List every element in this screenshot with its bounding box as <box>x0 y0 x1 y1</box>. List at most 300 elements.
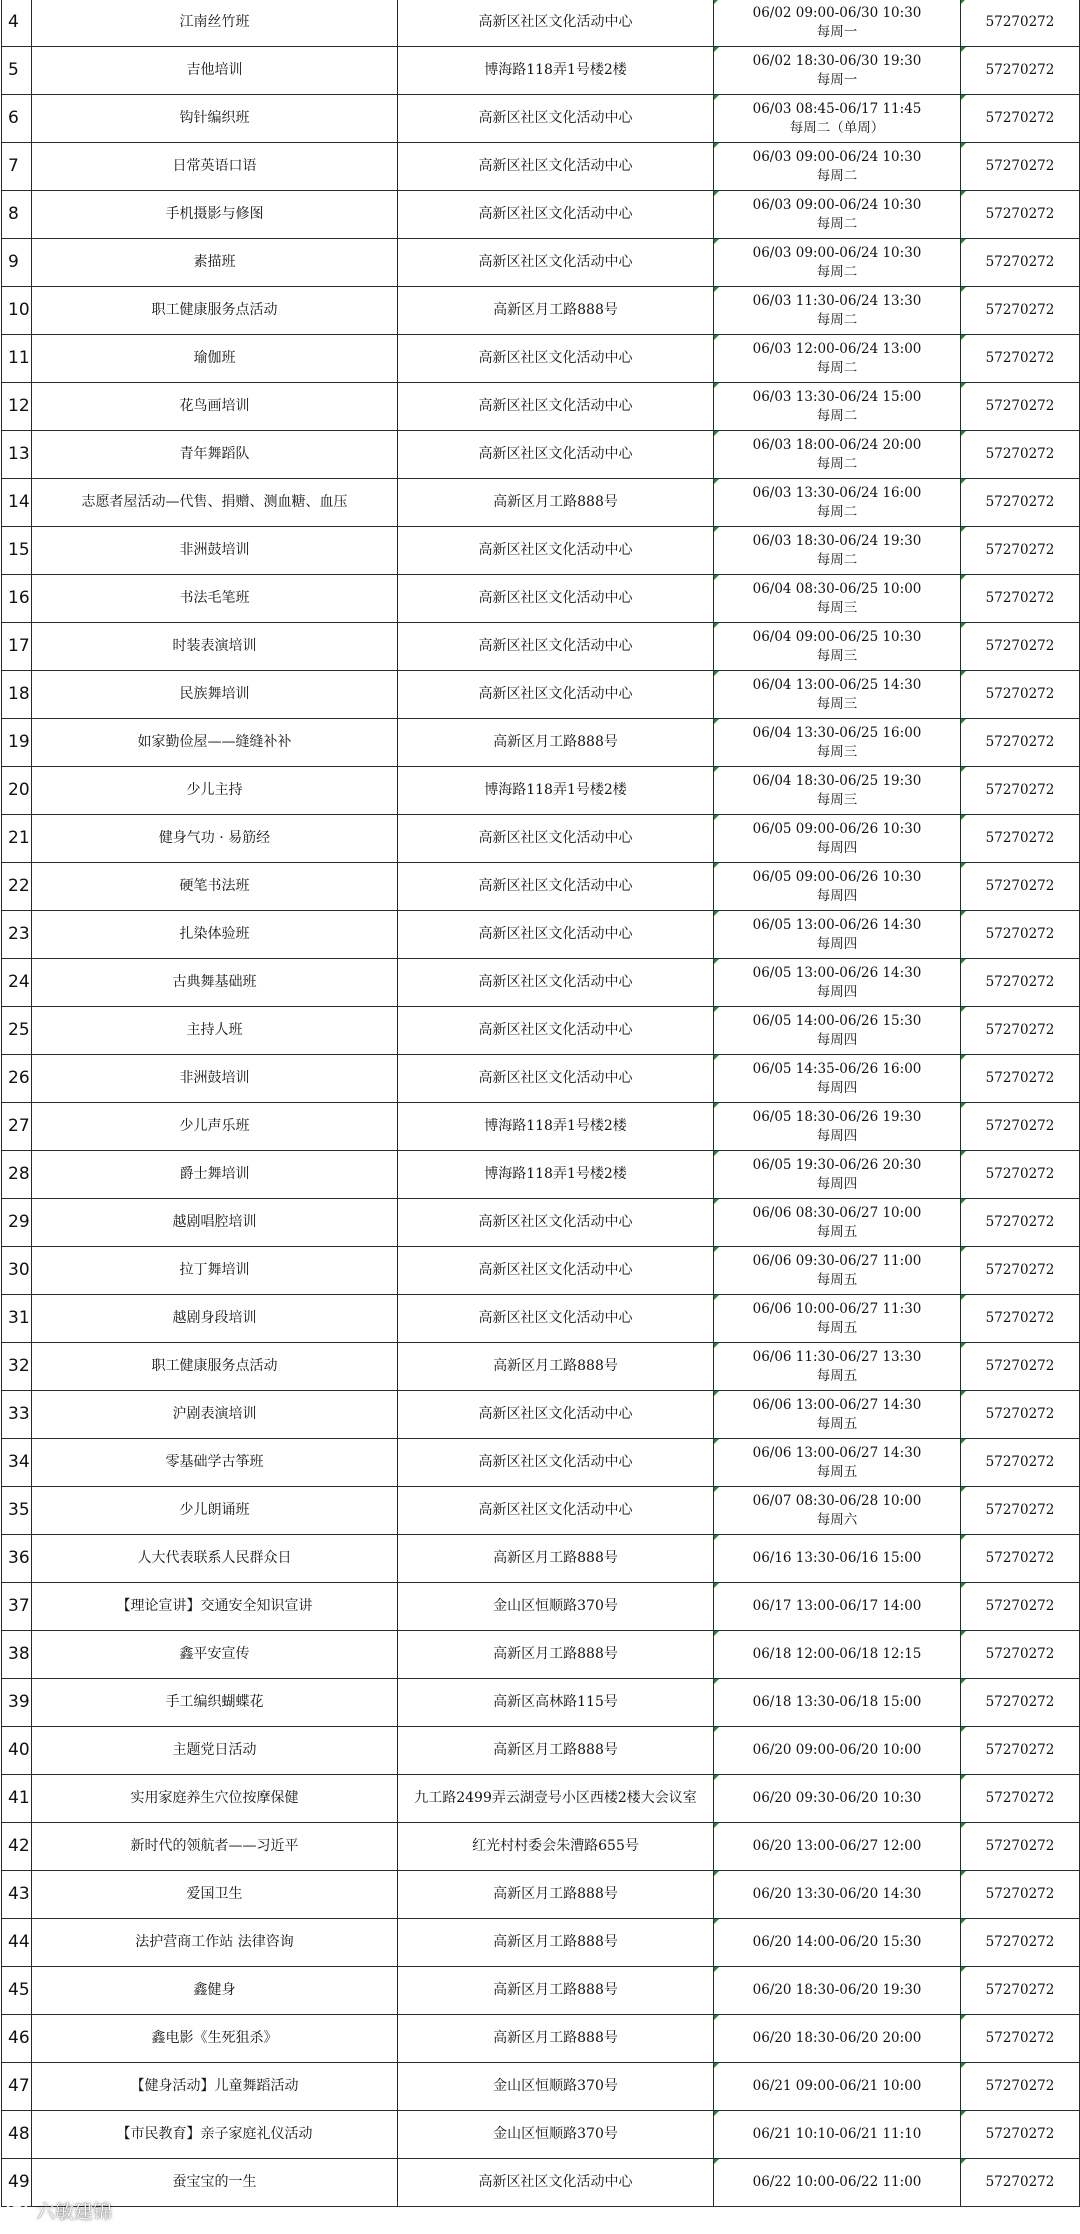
contact-phone: 57270272 <box>961 1199 1080 1247</box>
activity-time <box>714 863 961 911</box>
activity-time <box>714 2159 961 2207</box>
activity-time-range: 06/20 09:30-06/20 10:30 <box>752 1790 922 1806</box>
activity-name: 健身气功 · 易筋经 <box>32 815 398 863</box>
activity-weekday: 每周五 <box>816 1319 858 1336</box>
activity-name: 沪剧表演培训 <box>32 1391 398 1439</box>
row-number: 38 <box>2 1631 32 1679</box>
contact-phone: 57270272 <box>961 1295 1080 1343</box>
activity-time <box>714 1103 961 1151</box>
activity-name: 江南丝竹班 <box>32 0 398 47</box>
activity-location: 高新区社区文化活动中心 <box>398 1439 714 1487</box>
activity-name: 手工编织蝴蝶花 <box>32 1679 398 1727</box>
table-row <box>2 2111 1080 2159</box>
activity-time-range: 06/17 13:00-06/17 14:00 <box>752 1598 922 1614</box>
activity-time-range: 06/05 14:00-06/26 15:30 <box>752 1012 922 1029</box>
contact-phone: 57270272 <box>961 1583 1080 1631</box>
activity-time <box>714 287 961 335</box>
activity-time-range: 06/02 09:00-06/30 10:30 <box>752 4 922 21</box>
table-row <box>2 1343 1080 1391</box>
table-row <box>2 383 1080 431</box>
contact-phone: 57270272 <box>961 575 1080 623</box>
activity-location: 高新区社区文化活动中心 <box>398 959 714 1007</box>
activity-time-range: 06/21 10:10-06/21 11:10 <box>752 2126 922 2142</box>
activity-time-range: 06/05 13:00-06/26 14:30 <box>752 916 922 933</box>
activity-name: 钩针编织班 <box>32 95 398 143</box>
activity-weekday: 每周五 <box>816 1367 858 1384</box>
activity-location: 高新区月工路888号 <box>398 1343 714 1391</box>
row-number: 24 <box>2 959 32 1007</box>
contact-phone: 57270272 <box>961 1727 1080 1775</box>
activity-time <box>714 1151 961 1199</box>
activity-time <box>714 2063 961 2111</box>
activity-time-range: 06/04 09:00-06/25 10:30 <box>752 628 922 645</box>
activity-name: 鑫电影《生死狙杀》 <box>32 2015 398 2063</box>
activity-location: 高新区社区文化活动中心 <box>398 1055 714 1103</box>
activity-time <box>714 95 961 143</box>
activity-time-range: 06/02 18:30-06/30 19:30 <box>752 52 922 69</box>
activity-location: 高新区社区文化活动中心 <box>398 1199 714 1247</box>
activity-name: 鑫平安宣传 <box>32 1631 398 1679</box>
row-number: 27 <box>2 1103 32 1151</box>
activity-time <box>714 1007 961 1055</box>
activity-time <box>714 1775 961 1823</box>
row-number: 41 <box>2 1775 32 1823</box>
row-number: 18 <box>2 671 32 719</box>
activity-time <box>714 1055 961 1103</box>
table-row <box>2 527 1080 575</box>
contact-phone: 57270272 <box>961 1535 1080 1583</box>
table-row <box>2 1679 1080 1727</box>
activity-time <box>714 1679 961 1727</box>
activity-time <box>714 1343 961 1391</box>
table-row <box>2 671 1080 719</box>
activity-time-range: 06/06 13:00-06/27 14:30 <box>752 1396 922 1413</box>
row-number: 43 <box>2 1871 32 1919</box>
contact-phone: 57270272 <box>961 0 1080 47</box>
table-row <box>2 1487 1080 1535</box>
activity-weekday: 每周二（单周） <box>789 119 885 136</box>
activity-location: 高新区月工路888号 <box>398 2015 714 2063</box>
activity-time-range: 06/05 09:00-06/26 10:30 <box>752 868 922 885</box>
contact-phone: 57270272 <box>961 1055 1080 1103</box>
activity-name: 【市民教育】亲子家庭礼仪活动 <box>32 2111 398 2159</box>
row-number: 29 <box>2 1199 32 1247</box>
activity-name: 民族舞培训 <box>32 671 398 719</box>
row-number: 19 <box>2 719 32 767</box>
activity-location: 高新区社区文化活动中心 <box>398 0 714 47</box>
contact-phone: 57270272 <box>961 1103 1080 1151</box>
activity-location: 高新区社区文化活动中心 <box>398 863 714 911</box>
activity-name: 少儿声乐班 <box>32 1103 398 1151</box>
contact-phone: 57270272 <box>961 671 1080 719</box>
activity-weekday: 每周二 <box>816 455 858 472</box>
watermark-text: 六敏建锦 <box>36 2201 113 2223</box>
activity-weekday: 每周三 <box>816 743 858 760</box>
contact-phone: 57270272 <box>961 1871 1080 1919</box>
activity-time-range: 06/18 12:00-06/18 12:15 <box>752 1646 922 1662</box>
row-number: 40 <box>2 1727 32 1775</box>
activity-time-range: 06/20 18:30-06/20 20:00 <box>752 2030 922 2046</box>
activity-location: 高新区社区文化活动中心 <box>398 815 714 863</box>
activity-time <box>714 239 961 287</box>
table-row <box>2 1055 1080 1103</box>
contact-phone: 57270272 <box>961 1679 1080 1727</box>
table-row <box>2 2015 1080 2063</box>
contact-phone: 57270272 <box>961 287 1080 335</box>
row-number: 7 <box>2 143 32 191</box>
activity-weekday: 每周五 <box>816 1271 858 1288</box>
activity-name: 志愿者屋活动—代售、捐赠、测血糖、血压 <box>32 479 398 527</box>
activity-location: 金山区恒顺路370号 <box>398 1583 714 1631</box>
row-number: 30 <box>2 1247 32 1295</box>
activity-location: 高新区社区文化活动中心 <box>398 239 714 287</box>
activity-location: 高新区社区文化活动中心 <box>398 383 714 431</box>
row-number: 31 <box>2 1295 32 1343</box>
activity-weekday: 每周五 <box>816 1463 858 1480</box>
activity-weekday: 每周四 <box>816 1175 858 1192</box>
table-row <box>2 1103 1080 1151</box>
activity-name: 人大代表联系人民群众日 <box>32 1535 398 1583</box>
activity-time-range: 06/03 18:30-06/24 19:30 <box>752 532 922 549</box>
contact-phone: 57270272 <box>961 959 1080 1007</box>
row-number: 32 <box>2 1343 32 1391</box>
contact-phone: 57270272 <box>961 47 1080 95</box>
activity-name: 职工健康服务点活动 <box>32 287 398 335</box>
table-row <box>2 1391 1080 1439</box>
table-row <box>2 1775 1080 1823</box>
activity-time <box>714 1535 961 1583</box>
activity-time-range: 06/20 13:30-06/20 14:30 <box>752 1886 922 1902</box>
contact-phone: 57270272 <box>961 143 1080 191</box>
row-number: 20 <box>2 767 32 815</box>
activity-location: 高新区月工路888号 <box>398 1871 714 1919</box>
activity-name: 蚕宝宝的一生 <box>32 2159 398 2207</box>
contact-phone: 57270272 <box>961 1967 1080 2015</box>
row-number: 11 <box>2 335 32 383</box>
activity-location: 金山区恒顺路370号 <box>398 2063 714 2111</box>
activity-time <box>714 719 961 767</box>
activity-name: 爱国卫生 <box>32 1871 398 1919</box>
activity-time-range: 06/20 14:00-06/20 15:30 <box>752 1934 922 1950</box>
activity-time <box>714 959 961 1007</box>
activity-time-range: 06/20 09:00-06/20 10:00 <box>752 1742 922 1758</box>
contact-phone: 57270272 <box>961 1247 1080 1295</box>
activity-name: 越剧身段培训 <box>32 1295 398 1343</box>
activity-time <box>714 431 961 479</box>
activity-time <box>714 0 961 47</box>
row-number: 46 <box>2 2015 32 2063</box>
contact-phone: 57270272 <box>961 2111 1080 2159</box>
activity-weekday: 每周二 <box>816 215 858 232</box>
row-number: 28 <box>2 1151 32 1199</box>
table-row <box>2 623 1080 671</box>
activity-time-range: 06/03 11:30-06/24 13:30 <box>752 292 922 309</box>
activity-time-range: 06/03 13:30-06/24 16:00 <box>752 484 922 501</box>
row-number: 15 <box>2 527 32 575</box>
activity-time-range: 06/18 13:30-06/18 15:00 <box>752 1694 922 1710</box>
activity-location: 高新区社区文化活动中心 <box>398 527 714 575</box>
activity-weekday: 每周二 <box>816 311 858 328</box>
activity-time <box>714 1967 961 2015</box>
table-row <box>2 575 1080 623</box>
activity-time-range: 06/21 09:00-06/21 10:00 <box>752 2078 922 2094</box>
table-row <box>2 0 1080 47</box>
activity-name: 拉丁舞培训 <box>32 1247 398 1295</box>
activity-weekday: 每周四 <box>816 983 858 1000</box>
table-row <box>2 1727 1080 1775</box>
row-number: 45 <box>2 1967 32 2015</box>
contact-phone: 57270272 <box>961 1343 1080 1391</box>
activity-name: 【理论宣讲】交通安全知识宣讲 <box>32 1583 398 1631</box>
table-row <box>2 911 1080 959</box>
activity-time-range: 06/06 08:30-06/27 10:00 <box>752 1204 922 1221</box>
activity-weekday: 每周二 <box>816 503 858 520</box>
watermark <box>4 2197 112 2224</box>
activity-time <box>714 911 961 959</box>
table-row <box>2 1919 1080 1967</box>
activity-weekday: 每周一 <box>816 71 858 88</box>
contact-phone: 57270272 <box>961 1775 1080 1823</box>
activity-time-range: 06/03 09:00-06/24 10:30 <box>752 244 922 261</box>
row-number: 5 <box>2 47 32 95</box>
activity-location: 高新区社区文化活动中心 <box>398 335 714 383</box>
activity-table-body <box>2 0 1080 2207</box>
row-number: 49 <box>2 2159 32 2207</box>
activity-time <box>714 1919 961 1967</box>
table-row <box>2 2063 1080 2111</box>
row-number: 16 <box>2 575 32 623</box>
activity-name: 硬笔书法班 <box>32 863 398 911</box>
contact-phone: 57270272 <box>961 383 1080 431</box>
activity-time <box>714 1439 961 1487</box>
activity-location: 高新区月工路888号 <box>398 1967 714 2015</box>
contact-phone: 57270272 <box>961 1391 1080 1439</box>
activity-time-range: 06/04 13:30-06/25 16:00 <box>752 724 922 741</box>
activity-name: 实用家庭养生穴位按摩保健 <box>32 1775 398 1823</box>
activity-location: 高新区社区文化活动中心 <box>398 911 714 959</box>
table-row <box>2 191 1080 239</box>
row-number: 17 <box>2 623 32 671</box>
activity-weekday: 每周四 <box>816 1127 858 1144</box>
activity-location: 高新区社区文化活动中心 <box>398 95 714 143</box>
activity-location: 高新区社区文化活动中心 <box>398 575 714 623</box>
row-number: 9 <box>2 239 32 287</box>
activity-weekday: 每周三 <box>816 599 858 616</box>
table-row <box>2 1583 1080 1631</box>
table-row <box>2 1247 1080 1295</box>
activity-time-range: 06/20 18:30-06/20 19:30 <box>752 1982 922 1998</box>
activity-name: 非洲鼓培训 <box>32 1055 398 1103</box>
contact-phone: 57270272 <box>961 191 1080 239</box>
activity-time <box>714 143 961 191</box>
table-row <box>2 1199 1080 1247</box>
activity-name: 素描班 <box>32 239 398 287</box>
activity-name: 如家勤俭屋——缝缝补补 <box>32 719 398 767</box>
activity-location: 高新区社区文化活动中心 <box>398 143 714 191</box>
activity-location: 博海路118弄1号楼2楼 <box>398 1103 714 1151</box>
table-row <box>2 1007 1080 1055</box>
activity-name: 【健身活动】儿童舞蹈活动 <box>32 2063 398 2111</box>
activity-name: 法护营商工作站 法律咨询 <box>32 1919 398 1967</box>
activity-time <box>714 1247 961 1295</box>
activity-time <box>714 671 961 719</box>
row-number: 48 <box>2 2111 32 2159</box>
activity-time-range: 06/03 08:45-06/17 11:45 <box>752 100 922 117</box>
activity-name: 古典舞基础班 <box>32 959 398 1007</box>
activity-location: 高新区社区文化活动中心 <box>398 1007 714 1055</box>
activity-weekday: 每周四 <box>816 839 858 856</box>
contact-phone: 57270272 <box>961 1823 1080 1871</box>
activity-name: 零基础学古筝班 <box>32 1439 398 1487</box>
activity-time <box>714 1199 961 1247</box>
row-number: 26 <box>2 1055 32 1103</box>
activity-time <box>714 1631 961 1679</box>
contact-phone: 57270272 <box>961 1631 1080 1679</box>
activity-time-range: 06/07 08:30-06/28 10:00 <box>752 1492 922 1509</box>
activity-name: 鑫健身 <box>32 1967 398 2015</box>
table-row <box>2 1295 1080 1343</box>
activity-time <box>714 1487 961 1535</box>
activity-weekday: 每周四 <box>816 1031 858 1048</box>
activity-time-range: 06/04 13:00-06/25 14:30 <box>752 676 922 693</box>
contact-phone: 57270272 <box>961 719 1080 767</box>
activity-location: 九工路2499弄云湖壹号小区西楼2楼大会议室 <box>398 1775 714 1823</box>
activity-time <box>714 335 961 383</box>
activity-time-range: 06/22 10:00-06/22 11:00 <box>752 2174 922 2190</box>
activity-time <box>714 2015 961 2063</box>
activity-location: 高新区月工路888号 <box>398 479 714 527</box>
activity-weekday: 每周五 <box>816 1223 858 1240</box>
activity-location: 博海路118弄1号楼2楼 <box>398 767 714 815</box>
row-number: 33 <box>2 1391 32 1439</box>
row-number: 22 <box>2 863 32 911</box>
activity-time <box>714 191 961 239</box>
activity-location: 高新区社区文化活动中心 <box>398 191 714 239</box>
watermark-logo-icon <box>4 2198 30 2224</box>
activity-time <box>714 623 961 671</box>
table-row <box>2 1823 1080 1871</box>
activity-time <box>714 575 961 623</box>
activity-time-range: 06/05 19:30-06/26 20:30 <box>752 1156 922 1173</box>
activity-time-range: 06/16 13:30-06/16 15:00 <box>752 1550 922 1566</box>
contact-phone: 57270272 <box>961 1007 1080 1055</box>
activity-time <box>714 383 961 431</box>
row-number: 35 <box>2 1487 32 1535</box>
table-row <box>2 431 1080 479</box>
contact-phone: 57270272 <box>961 2015 1080 2063</box>
contact-phone: 57270272 <box>961 2063 1080 2111</box>
activity-time <box>714 527 961 575</box>
activity-name: 少儿朗诵班 <box>32 1487 398 1535</box>
activity-name: 少儿主持 <box>32 767 398 815</box>
table-row <box>2 1439 1080 1487</box>
activity-time-range: 06/03 09:00-06/24 10:30 <box>752 196 922 213</box>
activity-name: 时装表演培训 <box>32 623 398 671</box>
row-number: 37 <box>2 1583 32 1631</box>
activity-weekday: 每周三 <box>816 791 858 808</box>
activity-location: 高新区月工路888号 <box>398 287 714 335</box>
activity-name: 日常英语口语 <box>32 143 398 191</box>
activity-weekday: 每周四 <box>816 887 858 904</box>
row-number: 34 <box>2 1439 32 1487</box>
table-row <box>2 1151 1080 1199</box>
activity-time-range: 06/05 09:00-06/26 10:30 <box>752 820 922 837</box>
activity-weekday: 每周三 <box>816 647 858 664</box>
table-row <box>2 863 1080 911</box>
row-number: 44 <box>2 1919 32 1967</box>
activity-time <box>714 1871 961 1919</box>
activity-time-range: 06/06 09:30-06/27 11:00 <box>752 1252 922 1269</box>
activity-location: 高新区月工路888号 <box>398 1919 714 1967</box>
row-number: 4 <box>2 0 32 47</box>
row-number: 12 <box>2 383 32 431</box>
activity-name: 手机摄影与修图 <box>32 191 398 239</box>
contact-phone: 57270272 <box>961 767 1080 815</box>
activity-time <box>714 767 961 815</box>
row-number: 25 <box>2 1007 32 1055</box>
activity-time <box>714 1295 961 1343</box>
activity-table <box>1 0 1080 2207</box>
contact-phone: 57270272 <box>961 911 1080 959</box>
contact-phone: 57270272 <box>961 335 1080 383</box>
contact-phone: 57270272 <box>961 239 1080 287</box>
row-number: 21 <box>2 815 32 863</box>
row-number: 23 <box>2 911 32 959</box>
activity-location: 高新区社区文化活动中心 <box>398 671 714 719</box>
activity-weekday: 每周一 <box>816 23 858 40</box>
activity-time-range: 06/04 18:30-06/25 19:30 <box>752 772 922 789</box>
activity-location: 博海路118弄1号楼2楼 <box>398 47 714 95</box>
table-row <box>2 1631 1080 1679</box>
contact-phone: 57270272 <box>961 527 1080 575</box>
row-number: 6 <box>2 95 32 143</box>
activity-time-range: 06/06 11:30-06/27 13:30 <box>752 1348 922 1365</box>
activity-time-range: 06/03 09:00-06/24 10:30 <box>752 148 922 165</box>
activity-name: 书法毛笔班 <box>32 575 398 623</box>
activity-time-range: 06/05 18:30-06/26 19:30 <box>752 1108 922 1125</box>
activity-time <box>714 1727 961 1775</box>
activity-time <box>714 1391 961 1439</box>
contact-phone: 57270272 <box>961 2159 1080 2207</box>
activity-location: 高新区月工路888号 <box>398 719 714 767</box>
activity-weekday: 每周三 <box>816 695 858 712</box>
contact-phone: 57270272 <box>961 1439 1080 1487</box>
activity-time-range: 06/03 18:00-06/24 20:00 <box>752 436 922 453</box>
contact-phone: 57270272 <box>961 863 1080 911</box>
activity-name: 主持人班 <box>32 1007 398 1055</box>
activity-name: 吉他培训 <box>32 47 398 95</box>
row-number: 13 <box>2 431 32 479</box>
activity-time <box>714 2111 961 2159</box>
activity-time <box>714 1823 961 1871</box>
activity-location: 金山区恒顺路370号 <box>398 2111 714 2159</box>
activity-weekday: 每周二 <box>816 551 858 568</box>
activity-location: 高新区社区文化活动中心 <box>398 1247 714 1295</box>
activity-location: 博海路118弄1号楼2楼 <box>398 1151 714 1199</box>
activity-name: 花鸟画培训 <box>32 383 398 431</box>
activity-name: 新时代的领航者——习近平 <box>32 1823 398 1871</box>
activity-location: 高新区月工路888号 <box>398 1727 714 1775</box>
activity-weekday: 每周四 <box>816 935 858 952</box>
row-number: 36 <box>2 1535 32 1583</box>
activity-time-range: 06/04 08:30-06/25 10:00 <box>752 580 922 597</box>
table-row <box>2 143 1080 191</box>
table-row <box>2 47 1080 95</box>
table-row <box>2 2159 1080 2207</box>
activity-location: 高新区社区文化活动中心 <box>398 2159 714 2207</box>
table-row <box>2 959 1080 1007</box>
activity-name: 爵士舞培训 <box>32 1151 398 1199</box>
